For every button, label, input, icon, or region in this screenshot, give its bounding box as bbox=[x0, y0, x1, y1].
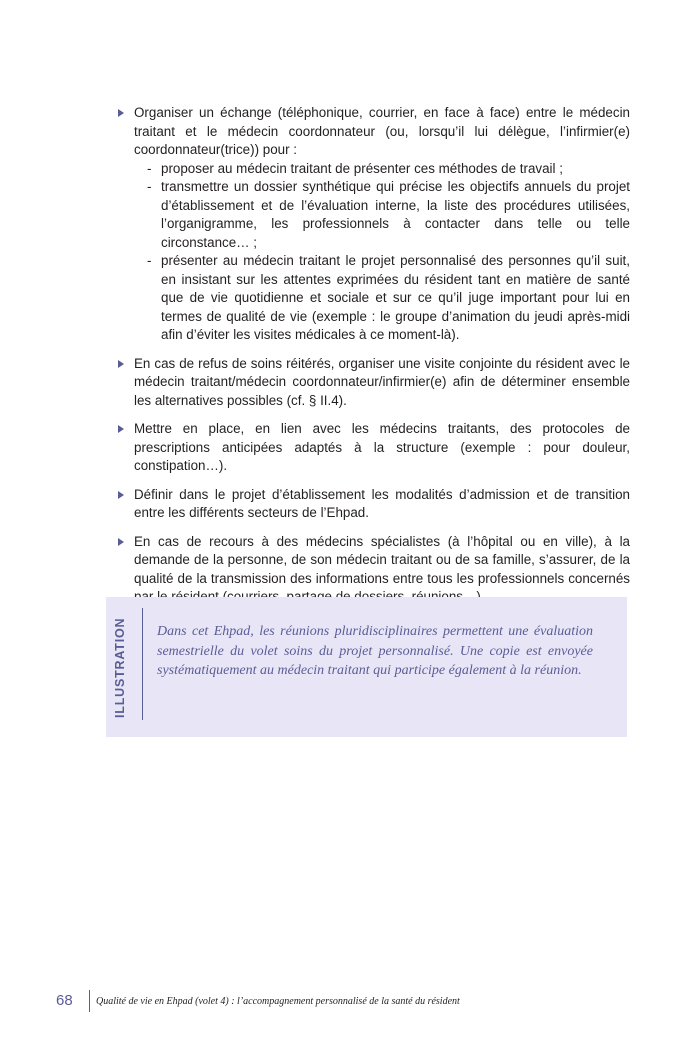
illustration-label: ILLUSTRATION bbox=[113, 617, 127, 718]
bullet-item bbox=[116, 104, 630, 345]
dash-marker: - bbox=[147, 179, 152, 194]
bullet-text: Organiser un échange (téléphonique, courrier, en face à face) entre le médecin traitant et le médecin coordonnateur (ou, lorsqu’il lui délègue, l’infirmier(e) coordonnateur(trice)) pour : bbox=[134, 105, 630, 157]
bullet-text: Mettre en place, en lien avec les médecins traitants, des protocoles de prescriptions anticipées adaptés à la structure (exemple : pour douleur, constipation…). bbox=[134, 421, 630, 473]
bullet-text: En cas de recours à des médecins spécialistes (à l’hôpital ou en ville), à la demande de la personne, de son médecin traitant ou de sa famille, s’assurer, de la qualité de la transmission des informations entre tous les professionnels concernés bbox=[134, 533, 630, 586]
sub-item: - transmettre un dossier synthétique qui précise les objectifs annuels du projet d’établissement et de l’évaluation interne, la liste des procédures utilisées, l’organigramme, les professionnels à contacter dans telle ou telle circonstance… ; bbox=[147, 179, 630, 250]
illustration-text: Dans cet Ehpad, les réunions pluridisciplinaires permettent une évaluation semestrielle du volet soins du projet personnalisé. Une copie est envoyée systématiquement au médecin traitant qui participe également à la réunion. bbox=[157, 624, 593, 678]
bullet-item bbox=[116, 355, 630, 411]
dash-marker: - bbox=[147, 253, 152, 268]
bullet-text: Définir dans le projet d’établissement les modalités d’admission et de transition entre les différents secteurs de l’Ehpad. bbox=[134, 486, 630, 520]
triangle-bullet-icon bbox=[118, 425, 124, 433]
illustration-divider bbox=[142, 608, 143, 720]
main-content bbox=[116, 104, 630, 617]
triangle-bullet-icon bbox=[118, 360, 124, 368]
bullet-text: En cas de refus de soins réitérés, organiser une visite conjointe du résident avec le médecin traitant/médecin coordonnateur/infirmier(e) afin de déterminer ensemble les alternatives possibles (cf. § II.4). bbox=[134, 355, 630, 408]
footer-divider bbox=[89, 990, 90, 1012]
running-title: Qualité de vie en Ehpad (volet 4) : l’accompagnement personnalisé de la santé du résident bbox=[96, 996, 460, 1007]
page-number: 68 bbox=[56, 992, 73, 1009]
sub-item: - proposer au médecin traitant de présenter ces méthodes de travail ; bbox=[134, 160, 630, 179]
triangle-bullet-icon bbox=[118, 538, 124, 546]
triangle-bullet-icon bbox=[118, 109, 124, 117]
triangle-bullet-icon bbox=[118, 491, 124, 499]
bullet-item bbox=[116, 486, 630, 523]
dash-marker: - bbox=[147, 160, 152, 176]
bullet-item bbox=[116, 533, 630, 607]
sub-item: - présenter au médecin traitant le projet personnalisé des personnes qu’il suit, en insistant sur les attentes exprimées du résident tant en matière de santé que de vie quotidienne et sociale et sur ce qu’il juge important pour lui en termes de qualité de vie (exemple : le groupe d’animation du jeudi après-midi afin d’éviter les visites médicales à ce moment-là). bbox=[147, 253, 630, 342]
sub-list bbox=[134, 160, 630, 345]
bullet-item bbox=[116, 420, 630, 476]
